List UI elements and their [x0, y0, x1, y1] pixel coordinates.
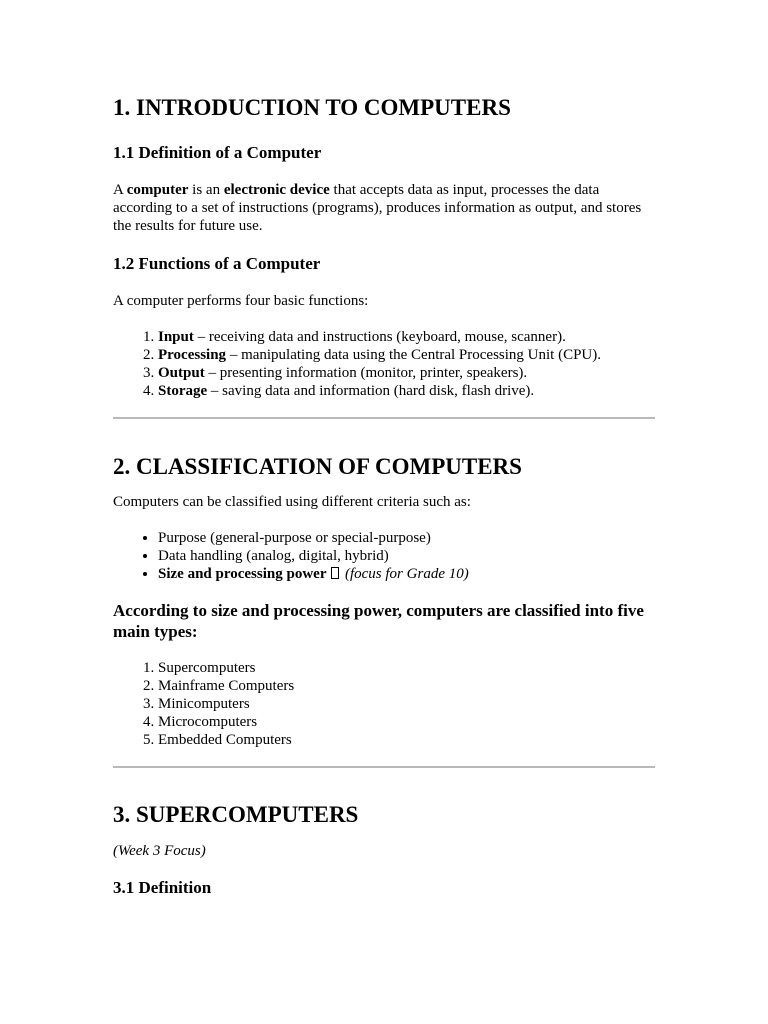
classification-intro: Computers can be classified using different criteria such as:	[113, 494, 471, 510]
list-item: 5. Embedded Computers	[158, 731, 655, 749]
list-item	[158, 346, 655, 364]
function-term: Storage	[158, 383, 208, 399]
function-desc: – presenting information (monitor, printer, speakers).	[204, 365, 528, 381]
functions-list	[113, 328, 655, 400]
section-3-title: 3. SUPERCOMPUTERS	[113, 802, 359, 827]
definition-term-electronic-device: electronic device	[223, 182, 330, 198]
list-item	[158, 364, 655, 382]
functions-heading: 1.2 Functions of a Computer	[113, 254, 321, 273]
definition-paragraph	[113, 181, 655, 235]
supercomputer-definition-heading: 3.1 Definition	[113, 878, 212, 897]
list-item: • Purpose (general-purpose or special-purpose)	[158, 529, 655, 547]
list-item	[158, 565, 655, 583]
section-divider	[113, 417, 655, 419]
function-desc: – receiving data and instructions (keyboard, mouse, scanner).	[193, 329, 566, 345]
function-term: Output	[158, 365, 205, 381]
functions-intro: A computer performs four basic functions:	[113, 293, 369, 309]
section-divider	[113, 766, 655, 768]
section-2-title: 2. CLASSIFICATION OF COMPUTERS	[113, 454, 522, 479]
function-desc: – saving data and information (hard disk, flash drive).	[207, 383, 535, 399]
function-term: Input	[158, 329, 194, 345]
criteria-focus-term: Size and processing power	[158, 566, 327, 582]
list-item: 3. Minicomputers	[158, 695, 655, 713]
function-term: Processing	[158, 347, 227, 363]
definition-text-mid: is an	[188, 182, 224, 198]
types-heading: According to size and processing power, computers are classified into five main types:	[113, 601, 644, 641]
criteria-focus-note: (focus for Grade 10)	[344, 566, 469, 582]
list-item: • Data handling (analog, digital, hybrid)	[158, 547, 655, 565]
criteria-list	[113, 529, 655, 583]
missing-glyph-icon	[331, 567, 339, 579]
section-1-title: 1. INTRODUCTION TO COMPUTERS	[113, 95, 511, 120]
list-item	[158, 328, 655, 346]
list-item: 2. Mainframe Computers	[158, 677, 655, 695]
types-list	[113, 659, 655, 749]
week-note: (Week 3 Focus)	[113, 843, 206, 859]
definition-term-computer: computer	[126, 182, 189, 198]
list-item: 1. Supercomputers	[158, 659, 655, 677]
list-item	[158, 382, 655, 400]
definition-heading: 1.1 Definition of a Computer	[113, 143, 322, 162]
definition-text-post: that accepts data as input, processes the data according to a set of instructions (programs), produces information as output, and stores the results for future use.	[113, 182, 642, 234]
definition-text-pre: A	[113, 182, 127, 198]
list-item: 4. Microcomputers	[158, 713, 655, 731]
function-desc: – manipulating data using the Central Processing Unit (CPU).	[226, 347, 602, 363]
